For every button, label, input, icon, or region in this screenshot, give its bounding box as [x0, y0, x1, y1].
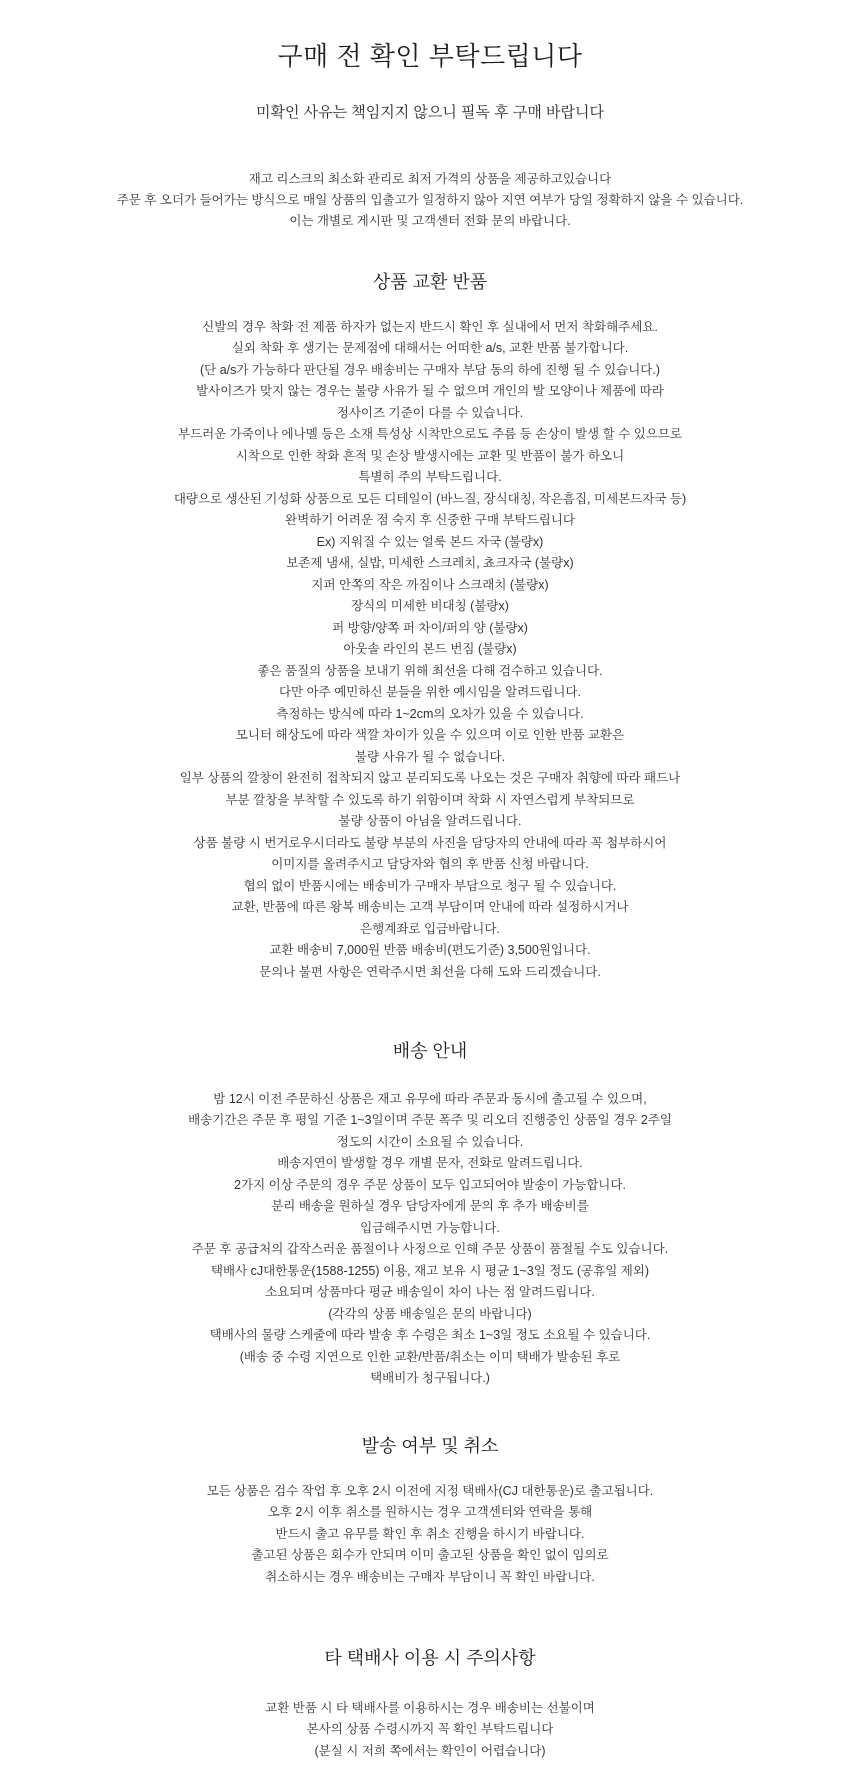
body-line: 반드시 출고 유무를 확인 후 취소 진행을 하시기 바랍니다.	[275, 1526, 585, 1541]
section-body	[0, 1089, 860, 1390]
intro-block	[0, 169, 860, 232]
section-body	[0, 1481, 860, 1589]
page-title: 구매 전 확인 부탁드립니다	[277, 41, 583, 71]
section-title: 상품 교환 반품	[372, 271, 488, 292]
body-line: 아웃솔 라인의 본드 번짐 (불량x)	[343, 642, 517, 657]
body-line: (단 a/s가 가능하다 판단될 경우 배송비는 구매자 부담 동의 하에 진행 될 수 있습니다.)	[199, 362, 661, 377]
body-line: 주문 후 공급처의 갑작스러운 품절이나 사정으로 인해 주문 상품이 품절될 수도 있습니다.	[191, 1242, 669, 1257]
body-line: 대량으로 생산된 기성화 상품으로 모든 디테일이 (바느질, 장식대칭, 작은흠집, 미세본드자국 등)	[173, 491, 687, 506]
section-title: 배송 안내	[392, 1041, 468, 1062]
section-title: 타 택배사 이용 시 주의사항	[324, 1648, 536, 1669]
body-line: 불량 사유가 될 수 없습니다.	[354, 749, 506, 764]
body-line: 상품 불량 시 번거로우시더라도 불량 부분의 사진을 담당자의 안내에 따라 꼭 첨부하시어	[193, 835, 667, 850]
body-line: 모든 상품은 검수 작업 후 오후 2시 이전에 지정 택배사(CJ 대한통운)로 출고됩니다.	[206, 1483, 654, 1498]
section-body	[0, 317, 860, 984]
body-line: 지퍼 안쪽의 작은 까짐이나 스크래치 (불량x)	[311, 577, 549, 592]
body-line: 택배사의 물량 스케줄에 따라 발송 후 수령은 최소 1~3일 정도 소요될 수 있습니다.	[209, 1328, 651, 1343]
body-line: 출고된 상품은 회수가 안되며 이미 출고된 상품을 확인 없이 임의로	[251, 1548, 609, 1563]
body-line: (배송 중 수령 지연으로 인한 교환/반품/취소는 이미 택배가 발송된 후로	[239, 1349, 621, 1364]
body-line: 부분 깔창을 부착할 수 있도록 하기 위함이며 착화 시 자연스럽게 부착되므로	[225, 792, 635, 807]
body-line: 정도의 시간이 소요될 수 있습니다.	[336, 1134, 524, 1149]
body-line: 발사이즈가 맞지 않는 경우는 불량 사유가 될 수 없으며 개인의 발 모양이나 제품에 따라	[196, 384, 664, 399]
body-line: 장식의 미세한 비대칭 (불량x)	[351, 599, 509, 614]
body-line: 이미지를 올려주시고 담당자와 협의 후 반품 신청 바랍니다.	[271, 857, 589, 872]
body-line: 일부 상품의 깔창이 완전히 접착되지 않고 분리되도록 나오는 것은 구매자 취향에 따라 패드나	[179, 771, 681, 786]
body-line: 취소하시는 경우 배송비는 구매자 부담이니 꼭 확인 바랍니다.	[265, 1569, 595, 1584]
body-line: 다만 아주 예민하신 분들을 위한 예시임을 알려드립니다.	[278, 685, 582, 700]
body-line: 보존제 냄새, 실밥, 미세한 스크레치, 쵸크자국 (불량x)	[286, 556, 574, 571]
body-line: 2가지 이상 주문의 경우 주문 상품이 모두 입고되어야 발송이 가능합니다.	[234, 1177, 626, 1192]
body-line: 퍼 방향/양쪽 퍼 차이/퍼의 양 (불량x)	[332, 620, 528, 635]
body-line: 배송기간은 주문 후 평일 기준 1~3일이며 주문 폭주 및 리오더 진행중인 상품일 경우 2주일	[188, 1113, 672, 1128]
section-body	[0, 1698, 860, 1763]
body-line: 부드러운 가죽이나 에나멜 등은 소재 특성상 시착만으로도 주름 등 손상이 발생 할 수 있으므로	[178, 427, 682, 442]
body-line: 택배비가 청구됩니다.)	[370, 1371, 490, 1386]
body-line: 교환 반품 시 타 택배사를 이용하시는 경우 배송비는 선불이며	[265, 1700, 595, 1715]
body-line: 밤 12시 이전 주문하신 상품은 재고 유무에 따라 주문과 동시에 출고될 수 있으며,	[213, 1091, 647, 1106]
intro-line: 주문 후 오더가 들어가는 방식으로 매일 상품의 입출고가 일정하지 않아 지연 여부가 당일 정확하지 않을 수 있습니다.	[116, 192, 744, 207]
body-line: (분실 시 저희 쪽에서는 확인이 어렵습니다)	[314, 1743, 546, 1758]
body-line: 시착으로 인한 착화 흔적 및 손상 발생시에는 교환 및 반품이 불가 하오니	[235, 448, 625, 463]
body-line: 정사이즈 기준이 다를 수 있습니다.	[336, 405, 524, 420]
body-line: 오후 2시 이후 취소를 원하시는 경우 고객센터와 연락을 통해	[267, 1505, 593, 1520]
body-line: Ex) 지워질 수 있는 얼룩 본드 자국 (불량x)	[316, 534, 544, 549]
body-line: 특별히 주의 부탁드립니다.	[358, 470, 502, 485]
section-title: 발송 여부 및 취소	[361, 1435, 499, 1456]
body-line: 교환 배송비 7,000원 반품 배송비(편도기준) 3,500원입니다.	[269, 943, 591, 958]
body-line: 입금해주시면 가능합니다.	[360, 1220, 500, 1235]
body-line: 분리 배송을 원하실 경우 담당자에게 문의 후 추가 배송비를	[271, 1199, 589, 1214]
intro-line: 재고 리스크의 최소화 관리로 최저 가격의 상품을 제공하고있습니다	[248, 171, 612, 186]
body-line: 실외 착화 후 생기는 문제점에 대해서는 어떠한 a/s, 교환 반품 불가합니다.	[231, 341, 629, 356]
body-line: 은행계좌로 입금바랍니다.	[360, 921, 500, 936]
body-line: 신발의 경우 착화 전 제품 하자가 없는지 반드시 확인 후 실내에서 먼저 착화해주세요.	[202, 319, 658, 334]
body-line: 교환, 반품에 따른 왕복 배송비는 고객 부담이며 안내에 따라 설정하시거나	[231, 900, 629, 915]
body-line: 불량 상품이 아님을 알려드립니다.	[338, 814, 522, 829]
body-line: 측정하는 방식에 따라 1~2cm의 오차가 있을 수 있습니다.	[276, 706, 584, 721]
section-exchange-return	[0, 270, 860, 984]
section-other-courier-notice	[0, 1646, 860, 1762]
body-line: 소요되며 상품마다 평균 배송일이 차이 나는 점 알려드립니다.	[265, 1285, 595, 1300]
body-line: 완벽하기 어려운 점 숙지 후 신중한 구매 부탁드립니다	[285, 513, 575, 528]
intro-line: 이는 개별로 게시판 및 고객센터 전화 문의 바랍니다.	[289, 213, 571, 228]
body-line: 택배사 cJ대한통운(1588-1255) 이용, 재고 보유 시 평균 1~3일 정도 (공휴일 제외)	[210, 1263, 650, 1278]
page-subtitle: 미확인 사유는 책임지지 않으니 필독 후 구매 바랍니다	[256, 103, 604, 121]
body-line: 협의 없이 반품시에는 배송비가 구매자 부담으로 청구 될 수 있습니다.	[243, 878, 617, 893]
section-shipping-info	[0, 1039, 860, 1389]
body-line: 모니터 해상도에 따라 색깔 차이가 있을 수 있으며 이로 인한 반품 교환은	[235, 728, 625, 743]
body-line: 본사의 상품 수령시까지 꼭 확인 부탁드립니다	[306, 1722, 554, 1737]
body-line: 배송지연이 발생할 경우 개별 문자, 전화로 알려드립니다.	[277, 1156, 583, 1171]
body-line: 문의나 불편 사항은 연락주시면 최선을 다해 도와 드리겠습니다.	[259, 964, 601, 979]
section-dispatch-cancel	[0, 1434, 860, 1589]
body-line: 좋은 품질의 상품을 보내기 위해 최선을 다해 검수하고 있습니다.	[257, 663, 603, 678]
body-line: (각각의 상품 배송일은 문의 바랍니다)	[328, 1306, 532, 1321]
